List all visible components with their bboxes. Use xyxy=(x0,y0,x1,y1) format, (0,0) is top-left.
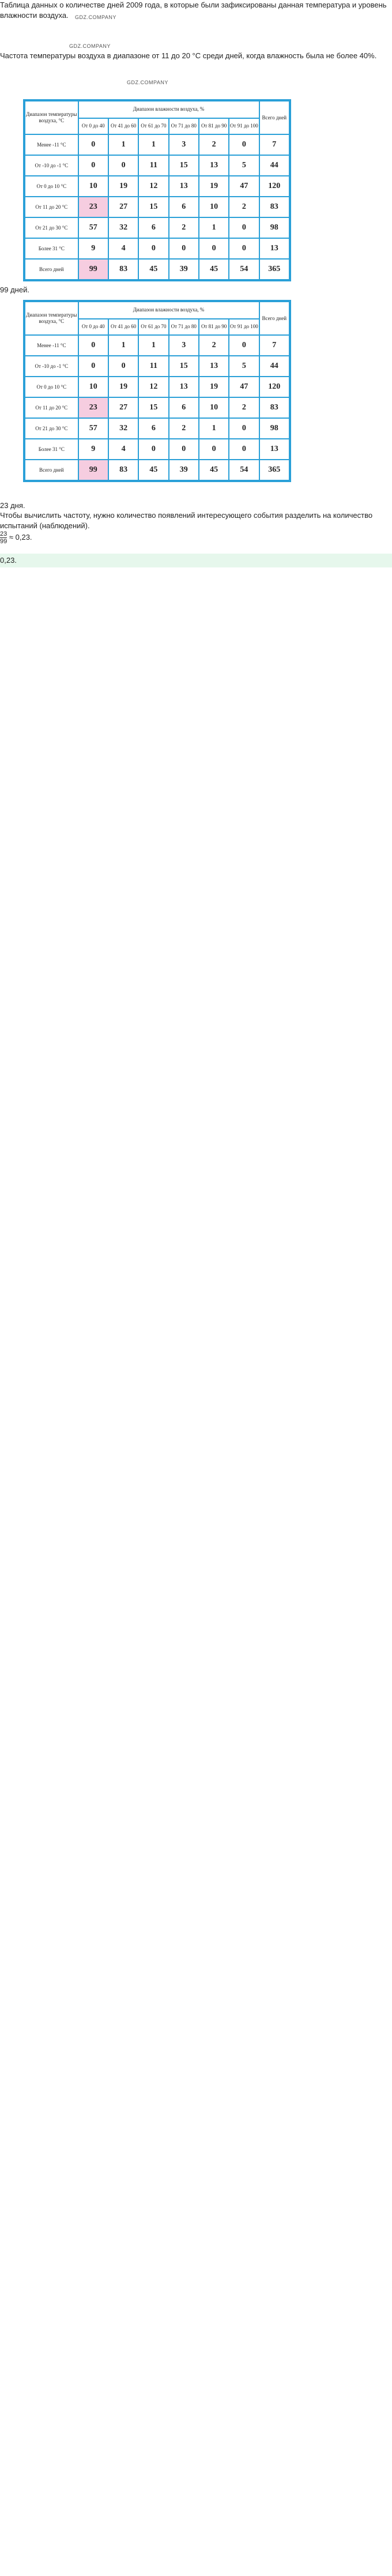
table-cell: 6 xyxy=(169,197,199,217)
table-cell: 7 xyxy=(259,335,290,356)
table-cell: 1 xyxy=(138,134,168,155)
table-cell: 0 xyxy=(229,238,259,259)
table-cell: 2 xyxy=(199,335,229,356)
table-cell: 0 xyxy=(229,134,259,155)
column-header: От 81 до 90 xyxy=(199,118,229,134)
table-cell: 120 xyxy=(259,176,290,197)
row-label: От 0 до 10 °C xyxy=(24,176,78,197)
table-cell: 39 xyxy=(169,460,199,481)
table-cell: 23 xyxy=(78,397,108,418)
table-cell: 15 xyxy=(138,197,168,217)
table-cell: 12 xyxy=(138,377,168,397)
table-cell: 11 xyxy=(138,356,168,377)
table-cell: 54 xyxy=(229,259,259,280)
table-cell: 1 xyxy=(108,134,138,155)
table-cell: 32 xyxy=(108,418,138,439)
column-header: От 0 до 40 xyxy=(78,319,108,335)
table-cell: 4 xyxy=(108,439,138,460)
frequency-formula: $\frac{23}{99}$ ≈ 0,23. xyxy=(0,531,32,545)
column-header: От 0 до 40 xyxy=(78,118,108,134)
table-cell: 120 xyxy=(259,377,290,397)
table-cell: 13 xyxy=(259,439,290,460)
table-cell: 47 xyxy=(229,377,259,397)
table-cell: 19 xyxy=(108,176,138,197)
table-cell: 0 xyxy=(138,238,168,259)
column-header: От 91 до 100 xyxy=(229,118,259,134)
table-cell: 9 xyxy=(78,439,108,460)
humidity-header: Диапазон влажности воздуха, % xyxy=(78,301,259,319)
table-cell: 2 xyxy=(199,134,229,155)
table-cell: 0 xyxy=(229,217,259,238)
table-cell: 57 xyxy=(78,217,108,238)
table-cell: 4 xyxy=(108,238,138,259)
table-cell: 57 xyxy=(78,418,108,439)
data-table xyxy=(23,99,291,281)
temp-header: Диапазон температуры воздуха, °C xyxy=(24,301,78,335)
table-cell: 365 xyxy=(259,259,290,280)
table-cell: 6 xyxy=(169,397,199,418)
table-cell: 44 xyxy=(259,356,290,377)
table-cell: 10 xyxy=(199,197,229,217)
table-cell: 11 xyxy=(138,155,168,176)
table-cell: 19 xyxy=(199,377,229,397)
temp-header: Диапазон температуры воздуха, °C xyxy=(24,100,78,134)
table-cell: 13 xyxy=(199,155,229,176)
table-cell: 1 xyxy=(138,335,168,356)
row-label: От 0 до 10 °C xyxy=(24,377,78,397)
table-cell: 2 xyxy=(169,418,199,439)
table-cell: 83 xyxy=(259,197,290,217)
table-cell: 1 xyxy=(108,335,138,356)
table-cell: 98 xyxy=(259,217,290,238)
table-cell: 2 xyxy=(229,197,259,217)
total-header: Всего дней xyxy=(259,100,290,134)
table-cell: 2 xyxy=(169,217,199,238)
table-cell: 32 xyxy=(108,217,138,238)
table-cell: 1 xyxy=(199,217,229,238)
table-cell: 1 xyxy=(199,418,229,439)
fraction: $\frac{23}{99}$ xyxy=(0,531,7,545)
table-cell: 99 xyxy=(78,259,108,280)
table-cell: 0 xyxy=(199,439,229,460)
table-cell: 54 xyxy=(229,460,259,481)
table-cell: 5 xyxy=(229,356,259,377)
table-cell: 10 xyxy=(78,377,108,397)
table-cell: 6 xyxy=(138,217,168,238)
table-cell: 10 xyxy=(78,176,108,197)
table-cell: 0 xyxy=(199,238,229,259)
question-1: Частота температуры воздуха в диапазоне от 11 до 20 °C среди дней, когда влажность была не более 40%. xyxy=(0,51,377,60)
column-header: От 41 до 60 xyxy=(108,118,138,134)
table-cell: 2 xyxy=(229,397,259,418)
answer-days: 99 дней. xyxy=(0,285,29,294)
table-cell: 98 xyxy=(259,418,290,439)
column-header: От 71 до 80 xyxy=(169,319,199,335)
total-header: Всего дней xyxy=(259,301,290,335)
data-table xyxy=(23,300,291,482)
table-cell: 13 xyxy=(199,356,229,377)
table-cell: 0 xyxy=(78,335,108,356)
answer-box: 0,23. xyxy=(0,554,392,567)
row-label: Менее -11 °C xyxy=(24,134,78,155)
table-cell: 0 xyxy=(78,356,108,377)
humidity-header: Диапазон влажности воздуха, % xyxy=(78,100,259,118)
table-cell: 19 xyxy=(199,176,229,197)
column-header: От 71 до 80 xyxy=(169,118,199,134)
table-cell: 15 xyxy=(169,155,199,176)
table-cell: 83 xyxy=(108,259,138,280)
table-cell: 0 xyxy=(78,134,108,155)
table-cell: 13 xyxy=(169,377,199,397)
table-cell: 10 xyxy=(199,397,229,418)
row-label: Всего дней xyxy=(24,460,78,481)
table-cell: 27 xyxy=(108,197,138,217)
table-cell: 45 xyxy=(138,259,168,280)
watermark: GDZ.COMPANY xyxy=(69,43,111,49)
table-cell: 27 xyxy=(108,397,138,418)
row-label: От 21 до 30 °C xyxy=(24,418,78,439)
column-header: От 61 до 70 xyxy=(138,118,168,134)
watermark: GDZ.COMPANY xyxy=(127,80,168,85)
table-cell: 0 xyxy=(169,238,199,259)
row-label: От 11 до 20 °C xyxy=(24,397,78,418)
table-cell: 0 xyxy=(229,439,259,460)
watermark: GDZ.COMPANY xyxy=(75,14,116,20)
frequency-rule: Чтобы вычислить частоту, нужно количество появлений интересующего события разделить на количество испытаний (наблюдений). xyxy=(0,511,373,530)
table-cell: 83 xyxy=(108,460,138,481)
table-cell: 0 xyxy=(229,335,259,356)
table-cell: 0 xyxy=(229,418,259,439)
table-cell: 13 xyxy=(259,238,290,259)
table-cell: 15 xyxy=(138,397,168,418)
table-cell: 0 xyxy=(138,439,168,460)
table-cell: 15 xyxy=(169,356,199,377)
table-cell: 3 xyxy=(169,335,199,356)
row-label: От 21 до 30 °C xyxy=(24,217,78,238)
row-label: От -10 до -1 °C xyxy=(24,356,78,377)
table-cell: 0 xyxy=(108,356,138,377)
column-header: От 61 до 70 xyxy=(138,319,168,335)
table-cell: 0 xyxy=(169,439,199,460)
table-cell: 45 xyxy=(199,259,229,280)
intro-text: Таблица данных о количестве дней 2009 года, в которые были зафиксированы данная температура и уровень влажности воздуха. xyxy=(0,1,387,20)
table-cell: 44 xyxy=(259,155,290,176)
table-cell: 47 xyxy=(229,176,259,197)
table-cell: 0 xyxy=(78,155,108,176)
table-cell: 83 xyxy=(259,397,290,418)
table-cell: 6 xyxy=(138,418,168,439)
column-header: От 81 до 90 xyxy=(199,319,229,335)
row-label: Всего дней xyxy=(24,259,78,280)
table-cell: 0 xyxy=(108,155,138,176)
table-cell: 99 xyxy=(78,460,108,481)
table-cell: 45 xyxy=(138,460,168,481)
table-cell: 9 xyxy=(78,238,108,259)
table-cell: 5 xyxy=(229,155,259,176)
row-label: Более 31 °C xyxy=(24,439,78,460)
row-label: Менее -11 °C xyxy=(24,335,78,356)
table-cell: 7 xyxy=(259,134,290,155)
table-cell: 19 xyxy=(108,377,138,397)
column-header: От 91 до 100 xyxy=(229,319,259,335)
table-cell: 39 xyxy=(169,259,199,280)
row-label: От 11 до 20 °C xyxy=(24,197,78,217)
table-cell: 45 xyxy=(199,460,229,481)
table-cell: 12 xyxy=(138,176,168,197)
row-label: От -10 до -1 °C xyxy=(24,155,78,176)
table-cell: 3 xyxy=(169,134,199,155)
column-header: От 41 до 60 xyxy=(108,319,138,335)
answer-23-days: 23 дня. xyxy=(0,501,25,510)
table-cell: 13 xyxy=(169,176,199,197)
table-cell: 365 xyxy=(259,460,290,481)
table-cell: 23 xyxy=(78,197,108,217)
row-label: Более 31 °C xyxy=(24,238,78,259)
